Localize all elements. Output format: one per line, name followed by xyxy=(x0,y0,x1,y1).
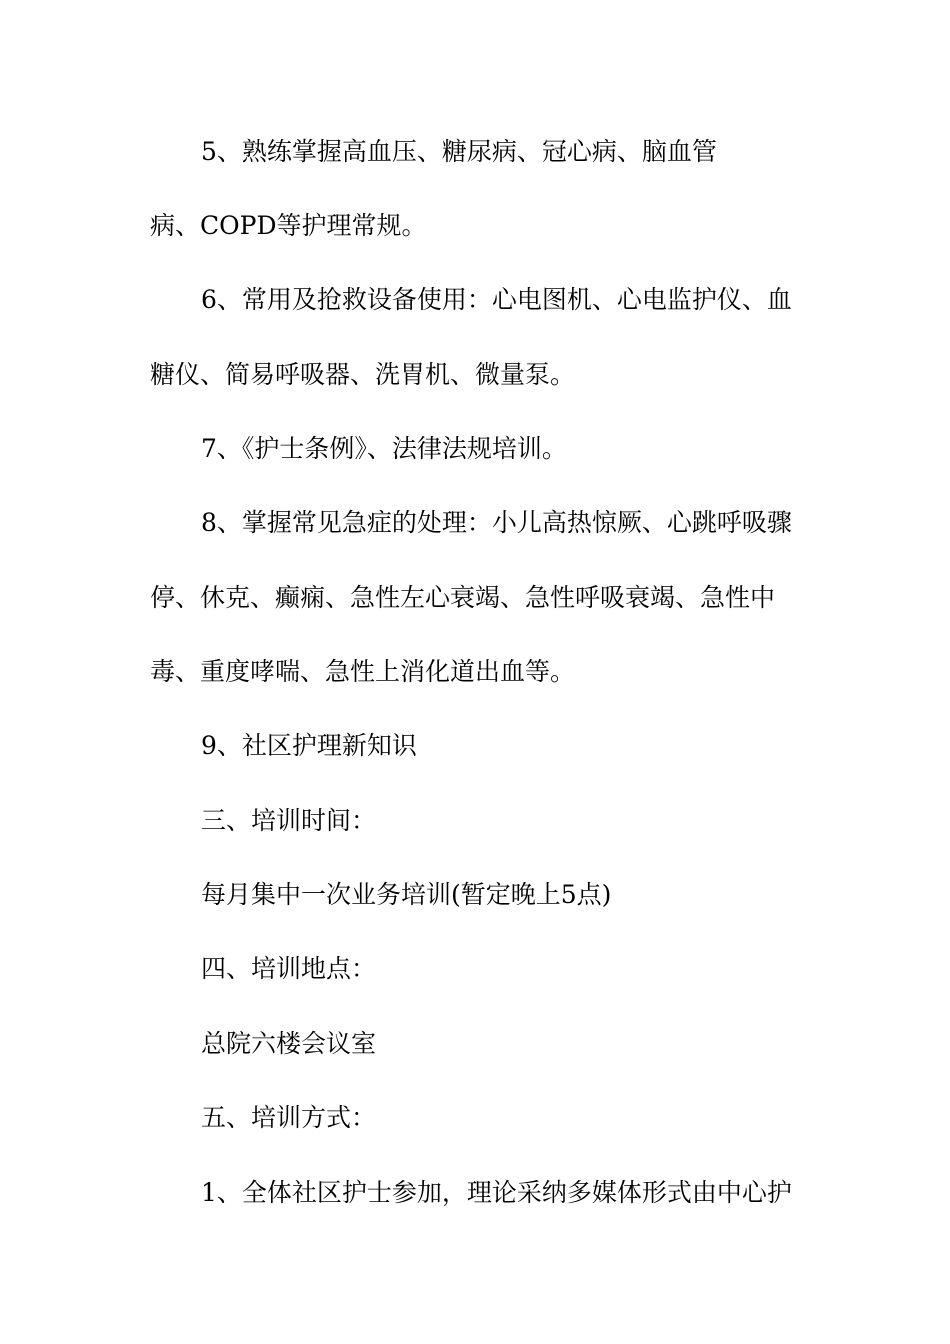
paragraph-line: 8、掌握常见急症的处理：小儿高热惊厥、心跳呼吸骤 xyxy=(201,508,792,537)
paragraph-line: 5、熟练掌握高血压、糖尿病、冠心病、脑血管 xyxy=(201,137,717,166)
paragraph-line: 每月集中一次业务培训(暂定晚上5点) xyxy=(201,880,612,909)
paragraph-line: 病、COPD等护理常规。 xyxy=(150,211,427,240)
paragraph-line: 9、社区护理新知识 xyxy=(201,731,417,760)
paragraph-line: 总院六楼会议室 xyxy=(201,1029,377,1058)
section-heading: 三、培训时间： xyxy=(201,806,377,835)
paragraph-line: 6、常用及抢救设备使用：心电图机、心电监护仪、血 xyxy=(201,285,792,314)
paragraph-line: 停、休克、癫痫、急性左心衰竭、急性呼吸衰竭、急性中 xyxy=(150,583,776,612)
section-heading: 五、培训方式： xyxy=(201,1103,377,1132)
paragraph-line: 7、《护士条例》、法律法规培训。 xyxy=(201,434,567,463)
paragraph-line: 毒、重度哮喘、急性上消化道出血等。 xyxy=(150,657,576,686)
paragraph-line: 1、全体社区护士参加，理论采纳多媒体形式由中心护 xyxy=(201,1178,792,1207)
section-heading: 四、培训地点： xyxy=(201,954,377,983)
paragraph-line: 糖仪、简易呼吸器、洗胃机、微量泵。 xyxy=(150,360,576,389)
